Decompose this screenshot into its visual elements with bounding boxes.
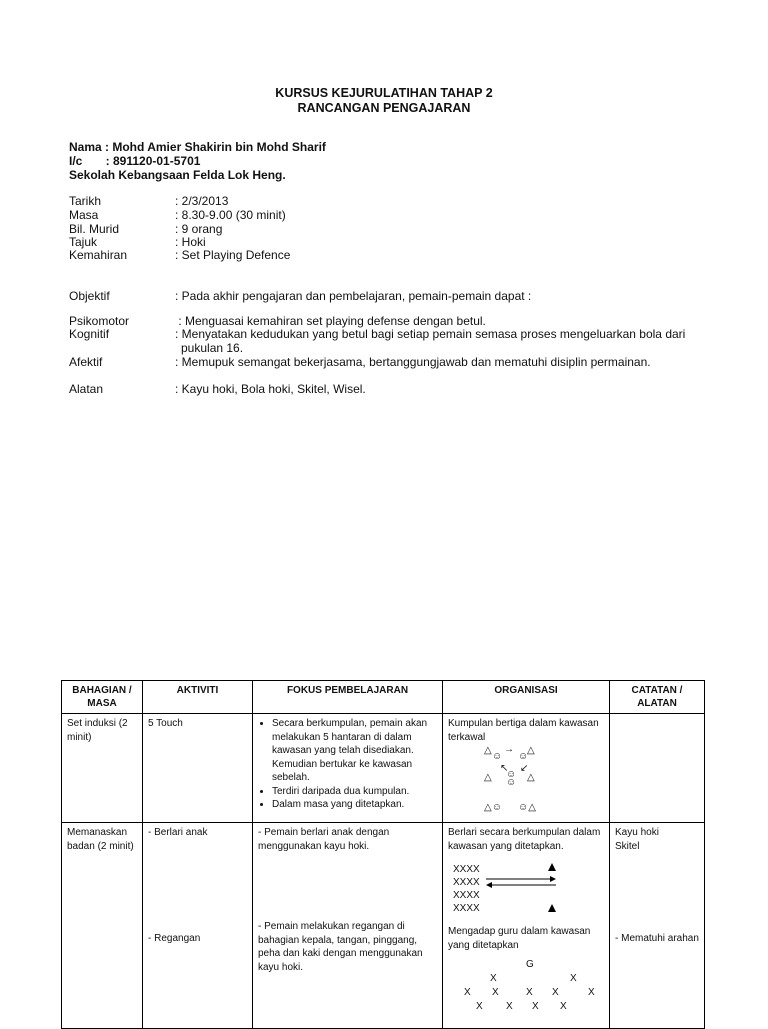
running-diagram — [448, 863, 604, 915]
arrow-icon — [448, 863, 608, 915]
page-subtitle: RANCANGAN PENGAJARAN — [297, 101, 471, 115]
cell-aktiviti — [143, 823, 253, 1029]
info-label: Bil. Murid — [69, 222, 120, 236]
cell-fokus — [253, 823, 443, 1029]
player-marker: X — [560, 1001, 567, 1012]
player-icon: ☺ — [506, 777, 517, 788]
name-line: Nama : Mohd Amier Shakirin bin Mohd Sharif — [69, 140, 326, 154]
organisasi-text: Berlari secara berkumpulan dalam kawasan yang ditetapkan. — [448, 827, 601, 852]
player-marker: X — [476, 1001, 483, 1012]
column-header: BAHAGIAN / MASA — [62, 681, 143, 714]
fokus-run: - Pemain berlari anak dengan menggunakan kayu hoki. — [258, 827, 390, 852]
info-value: : 2/3/2013 — [175, 194, 229, 208]
cell-catatan — [610, 823, 705, 1029]
player-icon: ☺ — [492, 751, 503, 762]
cell-catatan — [610, 714, 705, 823]
arrow-diag-icon: ↖ — [500, 763, 509, 774]
affective-value: : Memupuk semangat bekerjasama, bertanggungjawab dan mematuhi disiplin permainan. — [175, 355, 651, 369]
info-label: Tajuk — [69, 235, 98, 249]
table-header-row — [62, 681, 705, 714]
cone-icon: △ — [484, 772, 492, 783]
player-row: XXXX — [453, 903, 480, 914]
list-item: • Secara berkumpulan, pemain akan melakukan 5 hantaran di dalam kawasan yang telah disediakan. Kemudian bertukar ke kawasan sebelah. — [272, 717, 437, 785]
equipment-value: : Kayu hoki, Bola hoki, Skitel, Wisel. — [175, 382, 366, 396]
player-marker: X — [570, 973, 577, 984]
player-marker: X — [492, 987, 499, 998]
player-row: XXXX — [453, 890, 480, 901]
fokus-stretch: - Pemain melakukan regangan di bahagian kepala, tangan, pinggang, peha dan kaki dengan menggunakan kayu hoki. — [258, 921, 423, 973]
objective-value: : Pada akhir pengajaran dan pembelajaran, pemain-pemain dapat : — [175, 289, 532, 303]
psychomotor-value: : Menguasai kemahiran set playing defense dengan betul. — [175, 314, 486, 328]
objective-label: Objektif — [69, 289, 110, 303]
list-item: • Terdiri daripada dua kumpulan. — [272, 785, 437, 799]
player-marker: X — [526, 987, 533, 998]
list-item: • Dalam masa yang ditetapkan. — [272, 798, 437, 812]
player-row: XXXX — [453, 877, 480, 888]
formation-diagram — [448, 744, 604, 819]
info-value: : Hoki — [175, 235, 206, 249]
column-header: AKTIVITI — [143, 681, 253, 714]
stretch-formation-diagram — [448, 958, 604, 1018]
cell-bahagian: Memanaskan badan (2 minit) — [62, 823, 143, 1029]
arrow-right-icon: → — [504, 744, 514, 755]
column-header: ORGANISASI — [443, 681, 610, 714]
organisasi-text-2: Mengadap guru dalam kawasan yang ditetapkan — [448, 926, 591, 951]
column-header: CATATAN / ALATAN — [610, 681, 705, 714]
player-marker: X — [490, 973, 497, 984]
player-marker: X — [464, 987, 471, 998]
cone-icon: ☺△ — [518, 802, 536, 813]
player-icon: ☺ — [506, 769, 517, 780]
activity-stretch: - Regangan — [148, 932, 201, 944]
activity-run: - Berlari anak — [148, 827, 208, 838]
lesson-plan-table — [61, 680, 705, 1029]
table-row — [62, 714, 705, 823]
arrow-diag-icon: ↙ — [520, 763, 529, 774]
cell-organisasi — [443, 714, 610, 823]
player-marker: X — [588, 987, 595, 998]
info-label: Masa — [69, 208, 99, 222]
player-icon: ☺ — [518, 751, 529, 762]
cell-organisasi — [443, 823, 610, 1029]
player-marker: X — [552, 987, 559, 998]
info-label: Tarikh — [69, 194, 102, 208]
player-marker: X — [532, 1001, 539, 1012]
column-header: FOKUS PEMBELAJARAN — [253, 681, 443, 714]
cone-icon: △☺ — [484, 802, 502, 813]
school-line: Sekolah Kebangsaan Felda Lok Heng. — [69, 168, 286, 182]
catatan-text-2: - Mematuhi arahan — [615, 933, 699, 944]
table-row — [62, 823, 705, 1029]
info-value: : Set Playing Defence — [175, 248, 291, 262]
cell-bahagian: Set induksi (2 minit) — [62, 714, 143, 823]
cone-icon: △ — [484, 745, 492, 756]
cognitive-label: Kognitif — [69, 327, 110, 341]
psychomotor-label: Psikomotor — [69, 314, 130, 328]
info-value: : 8.30-9.00 (30 minit) — [175, 208, 286, 222]
affective-label: Afektif — [69, 355, 103, 369]
cone-icon: △ — [527, 772, 535, 783]
ic-line: I/c : 891120-01-5701 — [69, 154, 201, 168]
cognitive-value: : Menyatakan kedudukan yang betul bagi setiap pemain semasa proses mengeluarkan bola dari — [175, 327, 686, 341]
page-title: KURSUS KEJURULATIHAN TAHAP 2 — [275, 86, 493, 100]
info-value: : 9 orang — [175, 222, 223, 236]
cognitive-value-cont: pukulan 16. — [181, 341, 244, 355]
player-marker: X — [506, 1001, 513, 1012]
player-row: XXXX — [453, 864, 480, 875]
cell-fokus — [253, 714, 443, 823]
teacher-marker: G — [526, 959, 534, 970]
cell-aktiviti: 5 Touch — [143, 714, 253, 823]
cone-icon: △ — [527, 745, 535, 756]
catatan-text: Kayu hoki Skitel — [615, 827, 659, 852]
info-label: Kemahiran — [69, 248, 128, 262]
equipment-label: Alatan — [69, 382, 104, 396]
organisasi-text: Kumpulan bertiga dalam kawasan terkawal — [448, 718, 599, 743]
